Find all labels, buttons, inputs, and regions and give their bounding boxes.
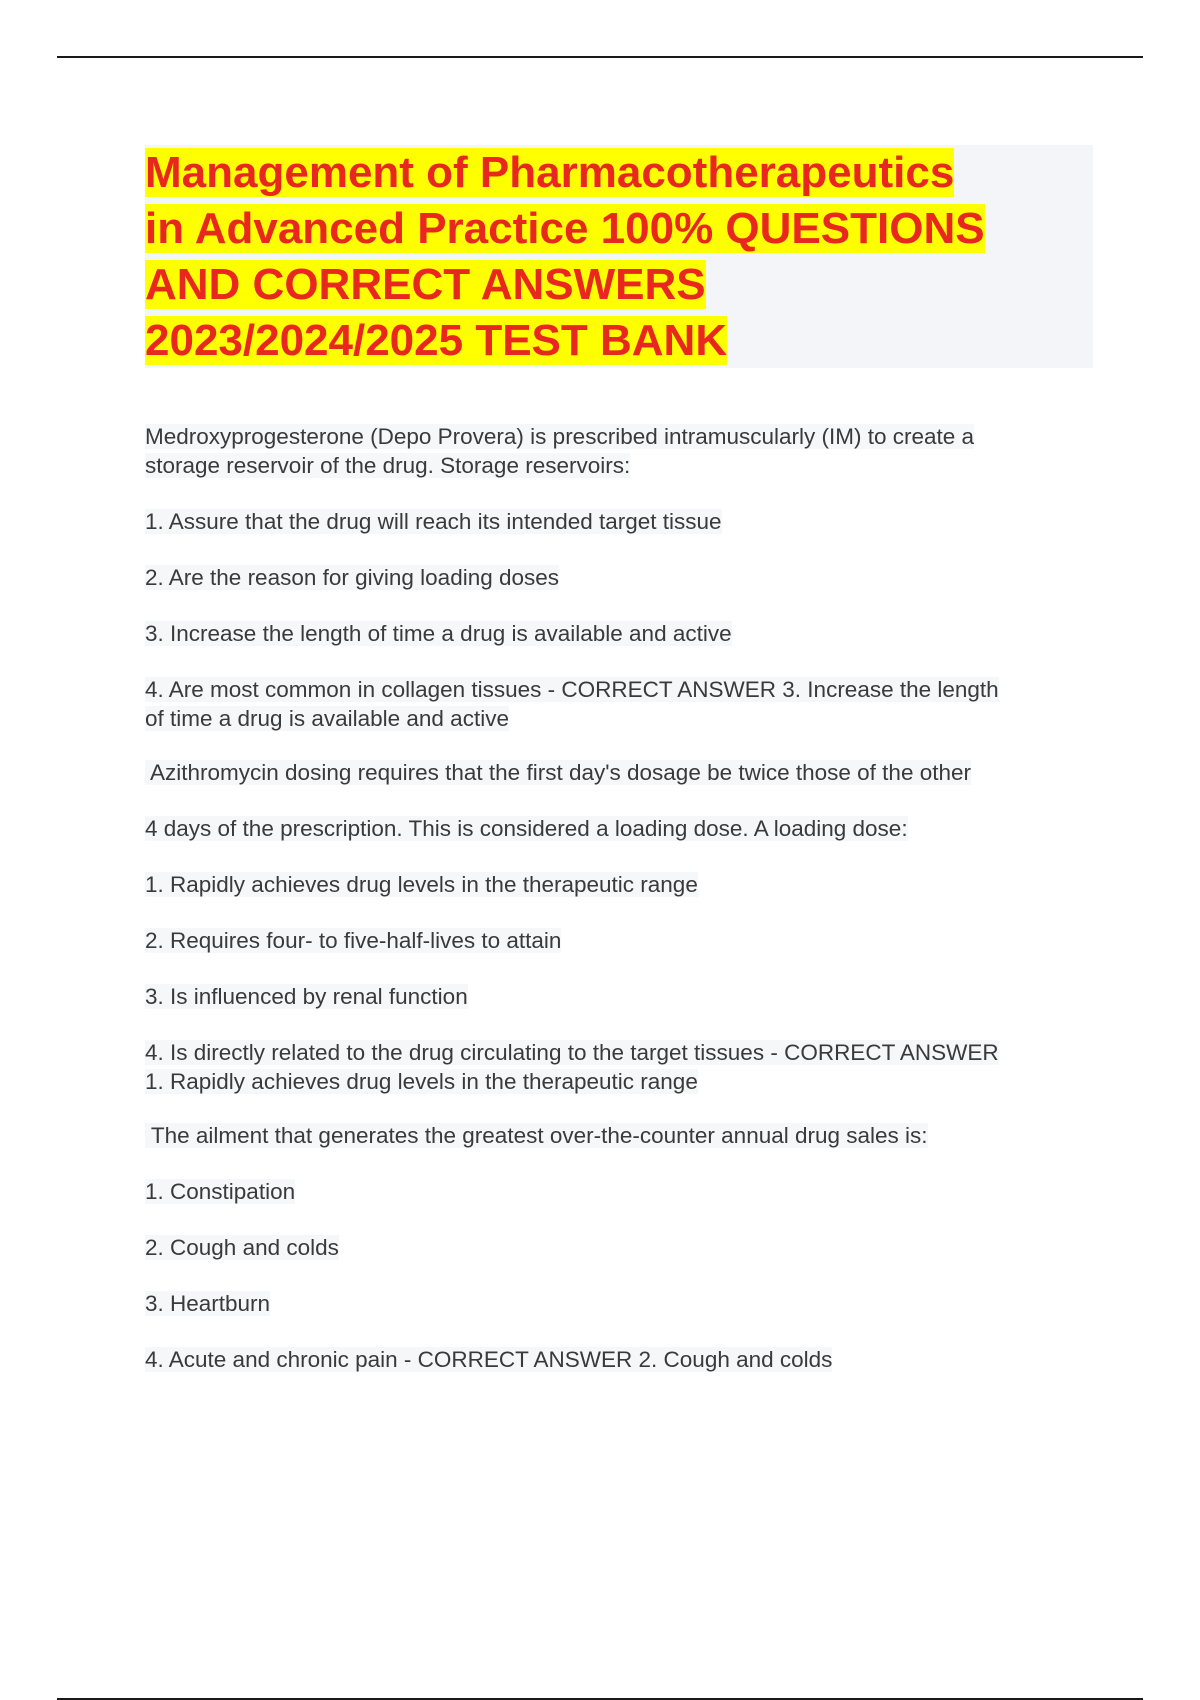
answer-line: 4. Are most common in collagen tissues - CORRECT ANSWER 3. Increase the length bbox=[145, 677, 999, 702]
question-3-option-1 bbox=[145, 1177, 1085, 1206]
title-line: Management of Pharmacotherapeutics bbox=[145, 148, 955, 197]
question-3-option-3 bbox=[145, 1289, 1085, 1318]
question-1-option-4-answer bbox=[145, 675, 1085, 733]
question-2-option-1 bbox=[145, 870, 1085, 899]
top-rule bbox=[57, 56, 1143, 58]
page-title bbox=[145, 145, 1093, 369]
stem-line: Medroxyprogesterone (Depo Provera) is prescribed intramuscularly (IM) to create a bbox=[145, 424, 975, 449]
answer-line: 4. Acute and chronic pain - CORRECT ANSWER 2. Cough and colds bbox=[145, 1347, 833, 1372]
option-text: 2. Cough and colds bbox=[145, 1235, 339, 1260]
option-text: 1. Assure that the drug will reach its intended target tissue bbox=[145, 509, 722, 534]
questions-content bbox=[145, 422, 1085, 1374]
question-1-option-1 bbox=[145, 507, 1085, 536]
title-line: 2023/2024/2025 TEST BANK bbox=[145, 316, 728, 365]
answer-line: of time a drug is available and active bbox=[145, 706, 509, 731]
question-2-option-2 bbox=[145, 926, 1085, 955]
question-1-stem bbox=[145, 422, 1085, 480]
question-2-option-3 bbox=[145, 982, 1085, 1011]
title-line: in Advanced Practice 100% QUESTIONS bbox=[145, 204, 985, 253]
stem-line: The ailment that generates the greatest over-the-counter annual drug sales is: bbox=[145, 1123, 928, 1148]
answer-line: 4. Is directly related to the drug circulating to the target tissues - CORRECT ANSWER bbox=[145, 1040, 999, 1065]
question-3-stem bbox=[145, 1121, 1085, 1150]
stem-line: Azithromycin dosing requires that the first day's dosage be twice those of the other bbox=[145, 760, 971, 785]
option-text: 1. Constipation bbox=[145, 1179, 296, 1204]
question-2-stem-line-2 bbox=[145, 814, 1085, 843]
option-text: 3. Heartburn bbox=[145, 1291, 271, 1316]
question-3-option-4-answer bbox=[145, 1345, 1085, 1374]
question-1-option-3 bbox=[145, 619, 1085, 648]
option-text: 3. Increase the length of time a drug is available and active bbox=[145, 621, 732, 646]
stem-line: 4 days of the prescription. This is considered a loading dose. A loading dose: bbox=[145, 816, 908, 841]
option-text: 3. Is influenced by renal function bbox=[145, 984, 468, 1009]
question-2-option-4-answer bbox=[145, 1038, 1085, 1096]
title-block bbox=[145, 145, 1093, 368]
option-text: 2. Are the reason for giving loading doses bbox=[145, 565, 560, 590]
option-text: 1. Rapidly achieves drug levels in the therapeutic range bbox=[145, 872, 698, 897]
stem-line: storage reservoir of the drug. Storage reservoirs: bbox=[145, 453, 631, 478]
question-2-stem-line-1 bbox=[145, 758, 1085, 787]
question-1-option-2 bbox=[145, 563, 1085, 592]
title-line: AND CORRECT ANSWERS bbox=[145, 260, 706, 309]
answer-line: 1. Rapidly achieves drug levels in the therapeutic range bbox=[145, 1069, 698, 1094]
question-3-option-2 bbox=[145, 1233, 1085, 1262]
option-text: 2. Requires four- to five-half-lives to attain bbox=[145, 928, 562, 953]
